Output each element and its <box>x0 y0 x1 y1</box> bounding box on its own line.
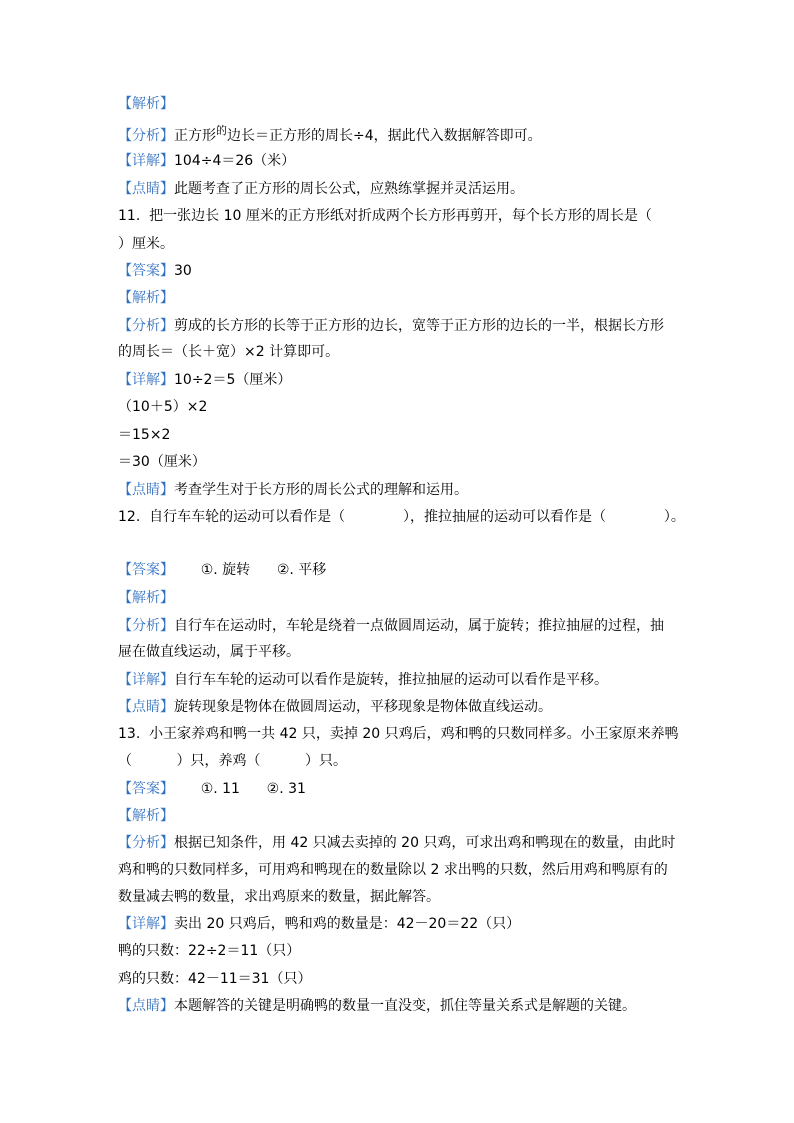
jiexi-tag: 【解析】 <box>118 808 174 824</box>
q13-xiangjie <box>118 915 520 933</box>
q12-answer <box>118 561 326 579</box>
q12-fenxi-text1: 自行车在运动时，车轮是绕着一点做圆周运动，属于旋转；推拉抽屉的过程，抽 <box>174 618 664 634</box>
q13-calc1: 鸭的只数：22÷2＝11（只） <box>118 943 301 959</box>
jiexi-tag: 【解析】 <box>118 590 174 606</box>
q12-fenxi-line2: 屉在做直线运动，属于平移。 <box>118 644 300 660</box>
q10-xiangjie <box>118 152 295 170</box>
jiexi-tag: 【解析】 <box>118 96 174 112</box>
q10-fenxi-superscript: 的 <box>216 124 227 137</box>
q11-fenxi <box>118 317 664 335</box>
q13-answer-text: ①. 11 ②. 31 <box>174 781 306 797</box>
q11-fenxi-text1: 剪成的长方形的长等于正方形的边长，宽等于正方形的边长的一半，根据长方形 <box>174 318 664 334</box>
q13-stem-line2: （ ）只，养鸡（ ）只。 <box>118 753 348 769</box>
q12-jiexi <box>118 589 174 607</box>
q12-xiangjie <box>118 671 608 689</box>
q11-calc3: ＝30（厘米） <box>118 454 206 470</box>
q13-fenxi <box>118 834 675 852</box>
q13-stem-line1: 13. 小王家养鸡和鸭一共 42 只，卖掉 20 只鸡后，鸡和鸭的只数同样多。小王家原来养鸭 <box>118 726 679 742</box>
daan-tag: 【答案】 <box>118 562 174 578</box>
q10-xiangjie-text: 104÷4＝26（米） <box>174 153 296 169</box>
dianjing-tag: 【点睛】 <box>118 998 174 1014</box>
q13-dianjing-text: 本题解答的关键是明确鸭的数量一直没变，抓住等量关系式是解题的关键。 <box>174 998 636 1014</box>
q11-xiangjie-text: 10÷2＝5（厘米） <box>174 372 292 388</box>
q12-answer-text: ①. 旋转 ②. 平移 <box>174 562 327 578</box>
q13-calc2: 鸡的只数：42－11＝31（只） <box>118 971 312 987</box>
q12-fenxi <box>118 617 664 635</box>
q13-jiexi <box>118 807 174 825</box>
q11-dianjing-text: 考查学生对于长方形的周长公式的理解和运用。 <box>174 482 468 498</box>
xiangjie-tag: 【详解】 <box>118 916 174 932</box>
xiangjie-tag: 【详解】 <box>118 672 174 688</box>
q12-xiangjie-text: 自行车车轮的运动可以看作是旋转，推拉抽屉的运动可以看作是平移。 <box>174 672 608 688</box>
dianjing-tag: 【点睛】 <box>118 699 174 715</box>
q12-dianjing-text: 旋转现象是物体在做圆周运动，平移现象是物体做直线运动。 <box>174 699 552 715</box>
q13-dianjing <box>118 997 636 1015</box>
q11-calc1: （10＋5）×2 <box>118 399 208 415</box>
q11-answer-text: 30 <box>174 263 192 279</box>
q13-fenxi-line2: 鸡和鸭的只数同样多，可用鸡和鸭现在的数量除以 2 求出鸭的只数，然后用鸡和鸭原有的 <box>118 862 668 878</box>
q10-dianjing-text: 此题考查了正方形的周长公式，应熟练掌握并灵活运用。 <box>174 181 524 197</box>
jiexi-heading <box>118 95 174 113</box>
q10-fenxi-text-a: 正方形 <box>174 128 216 144</box>
fenxi-tag: 【分析】 <box>118 618 174 634</box>
q13-fenxi-text1: 根据已知条件，用 42 只减去卖掉的 20 只鸡，可求出鸡和鸭现在的数量，由此时 <box>174 835 676 851</box>
q13-fenxi-line3: 数量减去鸭的数量，求出鸡原来的数量，据此解答。 <box>118 889 440 905</box>
q11-answer <box>118 262 192 280</box>
q13-answer <box>118 780 306 798</box>
xiangjie-tag: 【详解】 <box>118 153 174 169</box>
fenxi-tag: 【分析】 <box>118 835 174 851</box>
q13-xiangjie-text: 卖出 20 只鸡后，鸭和鸡的数量是：42－20＝22（只） <box>174 916 521 932</box>
q12-dianjing <box>118 698 552 716</box>
q10-fenxi <box>118 124 542 146</box>
dianjing-tag: 【点睛】 <box>118 181 174 197</box>
q11-fenxi-line2: 的周长＝（长＋宽）×2 计算即可。 <box>118 344 340 360</box>
q12-stem: 12. 自行车车轮的运动可以看作是（ ），推拉抽屉的运动可以看作是（ ）。 <box>118 509 685 525</box>
fenxi-tag: 【分析】 <box>118 128 174 144</box>
q11-stem-line1: 11. 把一张边长 10 厘米的正方形纸对折成两个长方形再剪开，每个长方形的周长是（ <box>118 208 652 224</box>
q11-dianjing <box>118 481 468 499</box>
jiexi-tag: 【解析】 <box>118 290 174 306</box>
fenxi-tag: 【分析】 <box>118 318 174 334</box>
dianjing-tag: 【点睛】 <box>118 482 174 498</box>
q10-fenxi-text-b: 边长＝正方形的周长÷4，据此代入数据解答即可。 <box>227 128 542 144</box>
xiangjie-tag: 【详解】 <box>118 372 174 388</box>
q10-dianjing <box>118 180 524 198</box>
daan-tag: 【答案】 <box>118 263 174 279</box>
q11-calc2: ＝15×2 <box>118 427 171 443</box>
q11-jiexi <box>118 289 174 307</box>
q11-stem-line2: ）厘米。 <box>118 236 174 252</box>
q11-xiangjie <box>118 371 291 389</box>
daan-tag: 【答案】 <box>118 781 174 797</box>
